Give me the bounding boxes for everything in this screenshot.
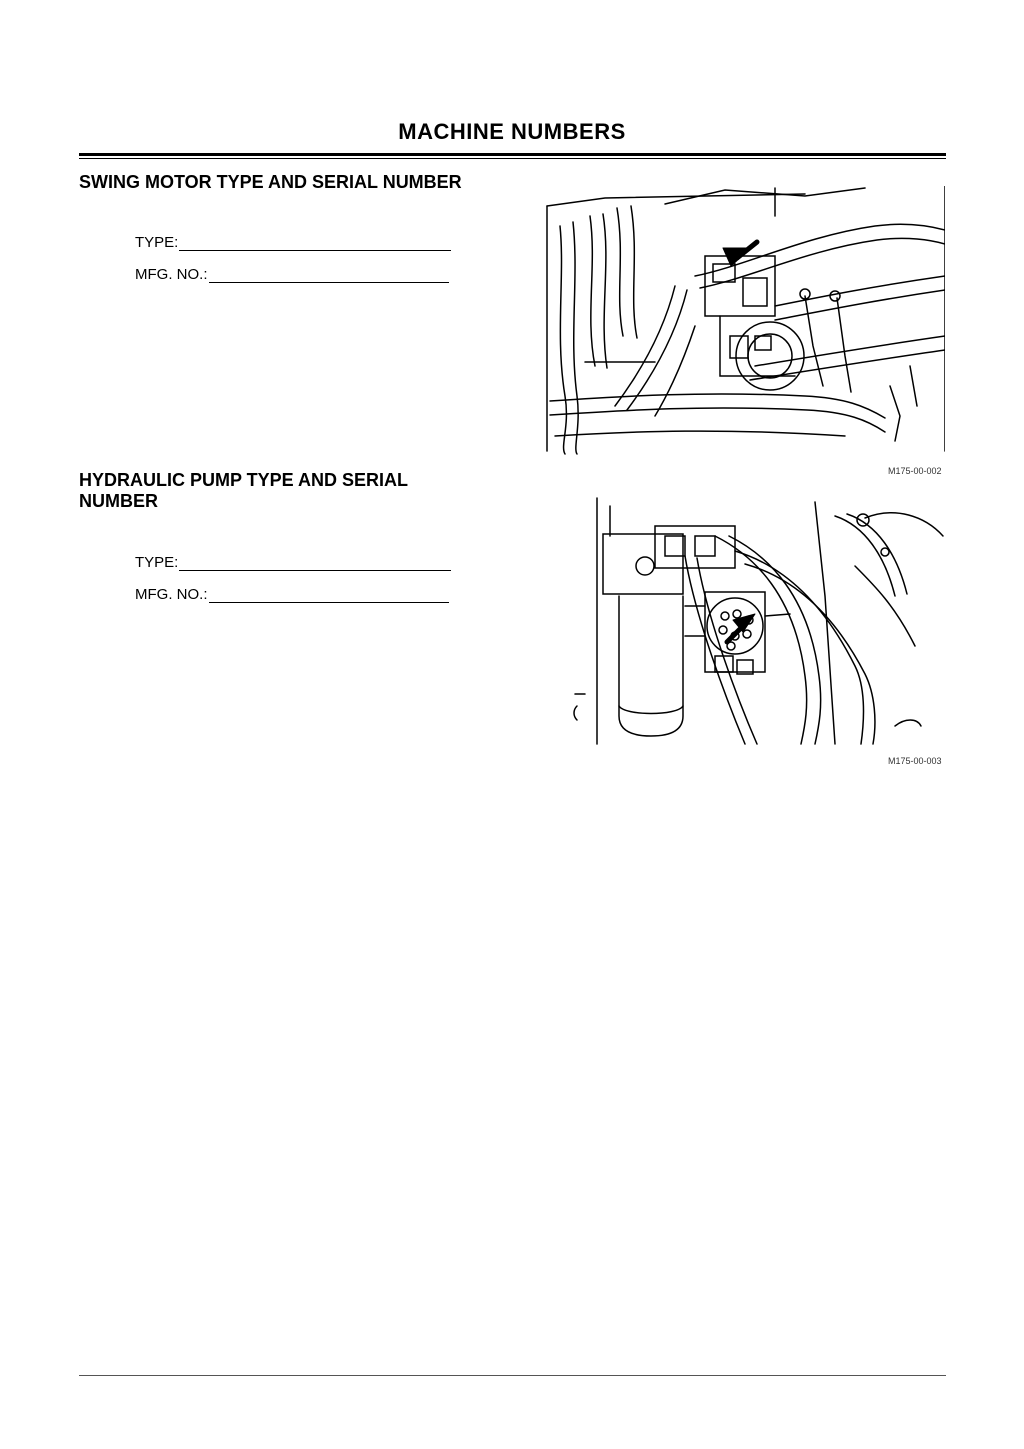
field-line (209, 586, 449, 603)
figure-id-hydraulic-pump: M175-00-003 (888, 756, 942, 766)
swing-motor-type-field[interactable] (135, 234, 451, 251)
field-label: TYPE: (135, 234, 179, 251)
title-rule-thick (79, 153, 946, 156)
hydraulic-pump-type-field[interactable] (135, 554, 451, 571)
heading-line-2: NUMBER (79, 491, 158, 511)
field-line (179, 234, 451, 251)
swing-motor-mfg-field[interactable] (135, 266, 449, 283)
figure-id-swing-motor: M175-00-002 (888, 466, 942, 476)
footer-rule (79, 1375, 946, 1376)
swing-motor-heading: SWING MOTOR TYPE AND SERIAL NUMBER (79, 172, 462, 192)
field-label: TYPE: (135, 554, 179, 571)
field-label: MFG. NO.: (135, 586, 208, 603)
hydraulic-pump-mfg-field[interactable] (135, 586, 449, 603)
hydraulic-pump-heading (79, 470, 408, 512)
field-line (179, 554, 451, 571)
hydraulic-pump-illustration (565, 496, 945, 746)
heading-line-1: HYDRAULIC PUMP TYPE AND SERIAL (79, 470, 409, 490)
title-rule-thin (79, 158, 946, 159)
page-title: MACHINE NUMBERS (398, 119, 626, 144)
field-label: MFG. NO.: (135, 266, 208, 283)
swing-motor-illustration (545, 186, 945, 456)
field-line (209, 266, 449, 283)
